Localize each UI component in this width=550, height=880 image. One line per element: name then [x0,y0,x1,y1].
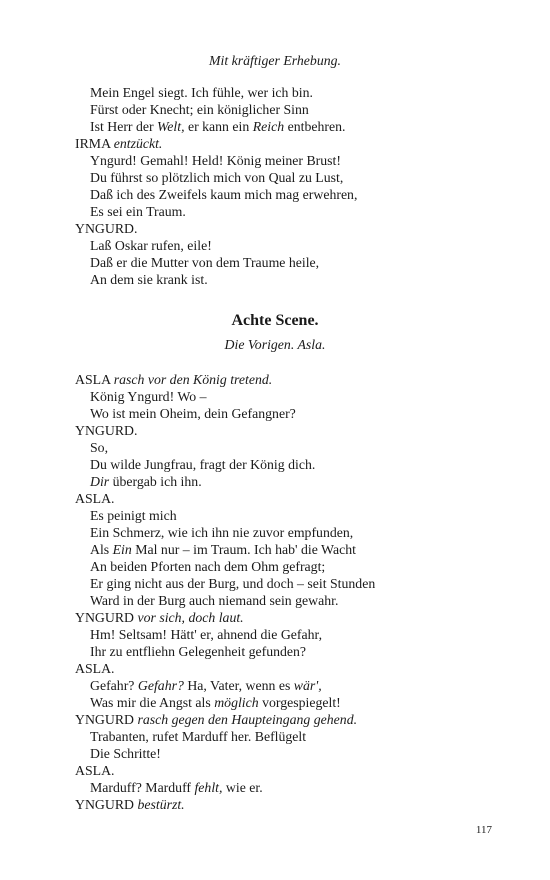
italic-text: rasch gegen den Haupteingang gehend. [137,712,358,727]
text-segment: Ein Schmerz, wie ich ihn nie zuvor empfunden, [90,525,354,540]
text-segment: Es peinigt mich [90,508,177,523]
text-segment: Gefahr? [90,678,138,693]
text-segment: Daß ich des Zweifels kaum mich mag erwehren, [90,187,358,202]
verse-line [90,152,341,169]
verse-line [90,677,322,694]
verse-line [90,237,212,254]
text-segment: YNGURD [75,797,138,812]
verse-line [90,203,186,220]
verse-line [90,388,207,405]
verse-line [90,626,322,643]
text-segment: Was mir die Angst als [90,695,215,710]
text-segment: An dem sie krank ist. [90,272,208,287]
italic-text: Dir [90,474,110,489]
text-segment: König Yngurd! Wo – [90,389,207,404]
text-segment: So, [90,440,109,455]
verse-line [90,575,375,592]
text-segment: Als [90,542,113,557]
text-segment: ASLA. [75,763,115,778]
text-segment: An beiden Pforten nach dem Ohm gefragt; [90,559,326,574]
speaker-line [75,762,114,779]
text-segment: Hm! Seltsam! Hätt' er, ahnend die Gefahr, [90,627,323,642]
text-segment: Trabanten, rufet Marduff her. Beflügelt [90,729,307,744]
speaker-line [75,711,357,728]
stage-direction [0,52,550,69]
italic-text: fehlt, [194,780,223,795]
text-segment: Marduff? Marduff [90,780,195,795]
speaker-line [75,609,244,626]
verse-line [90,745,161,762]
verse-line [90,118,345,135]
stage-direction [0,336,550,353]
speaker-line [75,422,137,439]
text-segment: Achte Scene. [231,312,319,329]
italic-text: vor sich, doch laut. [137,610,244,625]
text-segment: wie er. [222,780,263,795]
text-segment: vorgespiegelt! [258,695,341,710]
scene-heading [0,311,550,331]
verse-line [90,507,177,524]
text-segment: Mit kräftiger Erhebung. [209,53,341,68]
text-segment: Fürst oder Knecht; ein königlicher Sinn [90,102,309,117]
italic-text: Ein [112,542,132,557]
text-segment: Wo ist mein Oheim, dein Gefangner? [90,406,296,421]
verse-line [90,405,296,422]
speaker-line [75,220,137,237]
text-segment: Ihr zu entfliehn Gelegenheit gefunden? [90,644,307,659]
text-segment: übergab ich ihn. [109,474,202,489]
verse-line [90,456,315,473]
speaker-line [75,660,114,677]
text-segment: ASLA [75,372,114,387]
italic-text: bestürzt. [137,797,185,812]
italic-text: Reich [252,119,285,134]
verse-line [90,779,263,796]
verse-line [90,592,338,609]
verse-line [90,271,208,288]
italic-text: wär', [293,678,322,693]
verse-line [90,254,319,271]
italic-text: Welt, [157,119,185,134]
verse-line [90,558,325,575]
italic-text: entzückt. [113,136,163,151]
verse-line [90,643,306,660]
text-segment: ASLA. [75,491,115,506]
text-segment: Du wilde Jungfrau, fragt der König dich. [90,457,316,472]
text-segment: Ward in der Burg auch niemand sein gewahr. [90,593,339,608]
verse-line [90,439,108,456]
text-segment: Es sei ein Traum. [90,204,186,219]
verse-line [90,84,313,101]
italic-text: Gefahr? [137,678,184,693]
text-segment: YNGURD [75,610,138,625]
italic-text: möglich [214,695,259,710]
text-segment: ASLA. [75,661,115,676]
text-segment: entbehren. [284,119,346,134]
verse-line [90,186,357,203]
verse-line [90,694,341,711]
speaker-line [75,135,162,152]
text-segment: Ha, Vater, wenn es [183,678,294,693]
text-segment: Die Schritte! [90,746,161,761]
text-segment: YNGURD [75,712,138,727]
speaker-line [75,371,272,388]
verse-line [90,541,356,558]
text-segment: IRMA [75,136,114,151]
verse-line [90,728,306,745]
text-segment: Mal nur – im Traum. Ich hab' die Wacht [131,542,356,557]
speaker-line [75,796,185,813]
page-number: 117 [475,824,492,836]
italic-text: rasch vor den König tretend. [113,372,273,387]
verse-line [90,169,343,186]
text-segment: Mein Engel siegt. Ich fühle, wer ich bin. [90,85,313,100]
text-segment: er kann ein [184,119,253,134]
text-segment: YNGURD. [75,221,138,236]
text-segment: YNGURD. [75,423,138,438]
text-segment: Laß Oskar rufen, eile! [90,238,212,253]
text-segment: Die Vorigen. Asla. [224,337,326,352]
speaker-line [75,490,114,507]
verse-line [90,101,309,118]
text-segment: Yngurd! Gemahl! Held! König meiner Brust! [90,153,341,168]
text-segment: Daß er die Mutter von dem Traume heile, [90,255,320,270]
verse-line [90,524,353,541]
text-segment: Ist Herr der [90,119,158,134]
verse-line [90,473,202,490]
text-segment: Du führst so plötzlich mich von Qual zu Lust, [90,170,344,185]
text-segment: Er ging nicht aus der Burg, und doch – seit Stunden [90,576,376,591]
